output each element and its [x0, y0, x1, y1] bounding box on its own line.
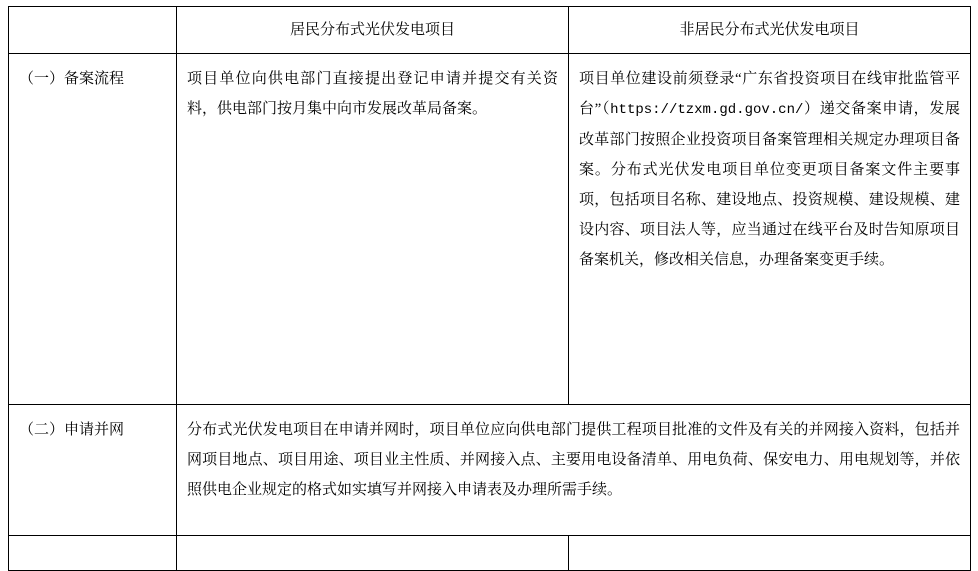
row-label-filing-process: （一）备案流程 — [9, 54, 177, 405]
cell-nonresidential-filing-process — [569, 54, 971, 405]
row-label-empty — [9, 536, 177, 571]
platform-url: https://tzxm.gd.gov.cn/ — [610, 102, 804, 118]
table-row — [9, 405, 971, 536]
cell-nonresidential-empty — [569, 536, 971, 571]
text-part-2: ）递交备案申请，发展改革部门按照企业投资项目备案管理相关规定办理项目备案。分布式光伏发电项目单位变更项目备案文件主要事项，包括项目名称、建设地点、投资规模、建设规模、建设内容、项目法人等，应当通过在线平台及时告知原项目备案机关，修改相关信息，办理备案变更手续。 — [579, 101, 960, 268]
header-cell-blank — [9, 7, 177, 54]
policy-comparison-table — [8, 6, 971, 571]
cell-merged-grid-connection: 分布式光伏发电项目在申请并网时，项目单位应向供电部门提供工程项目批准的文件及有关的并网接入资料，包括并网项目地点、项目用途、项目业主性质、并网接入点、主要用电设备清单、用电负荷、保安电力、用电规划等，并依照供电企业规定的格式如实填写并网接入申请表及办理所需手续。 — [177, 405, 971, 536]
table-row — [9, 536, 971, 571]
table-header-row — [9, 7, 971, 54]
cell-residential-filing-process: 项目单位向供电部门直接提出登记申请并提交有关资料，供电部门按月集中向市发展改革局备案。 — [177, 54, 569, 405]
text-part-1: 项目单位建设前须登录“广东省投资项目在线审批监管平台”（ — [579, 71, 960, 117]
cell-residential-empty — [177, 536, 569, 571]
header-cell-nonresidential: 非居民分布式光伏发电项目 — [569, 7, 971, 54]
table-row — [9, 54, 971, 405]
row-label-grid-connection: （二）申请并网 — [9, 405, 177, 536]
header-cell-residential: 居民分布式光伏发电项目 — [177, 7, 569, 54]
